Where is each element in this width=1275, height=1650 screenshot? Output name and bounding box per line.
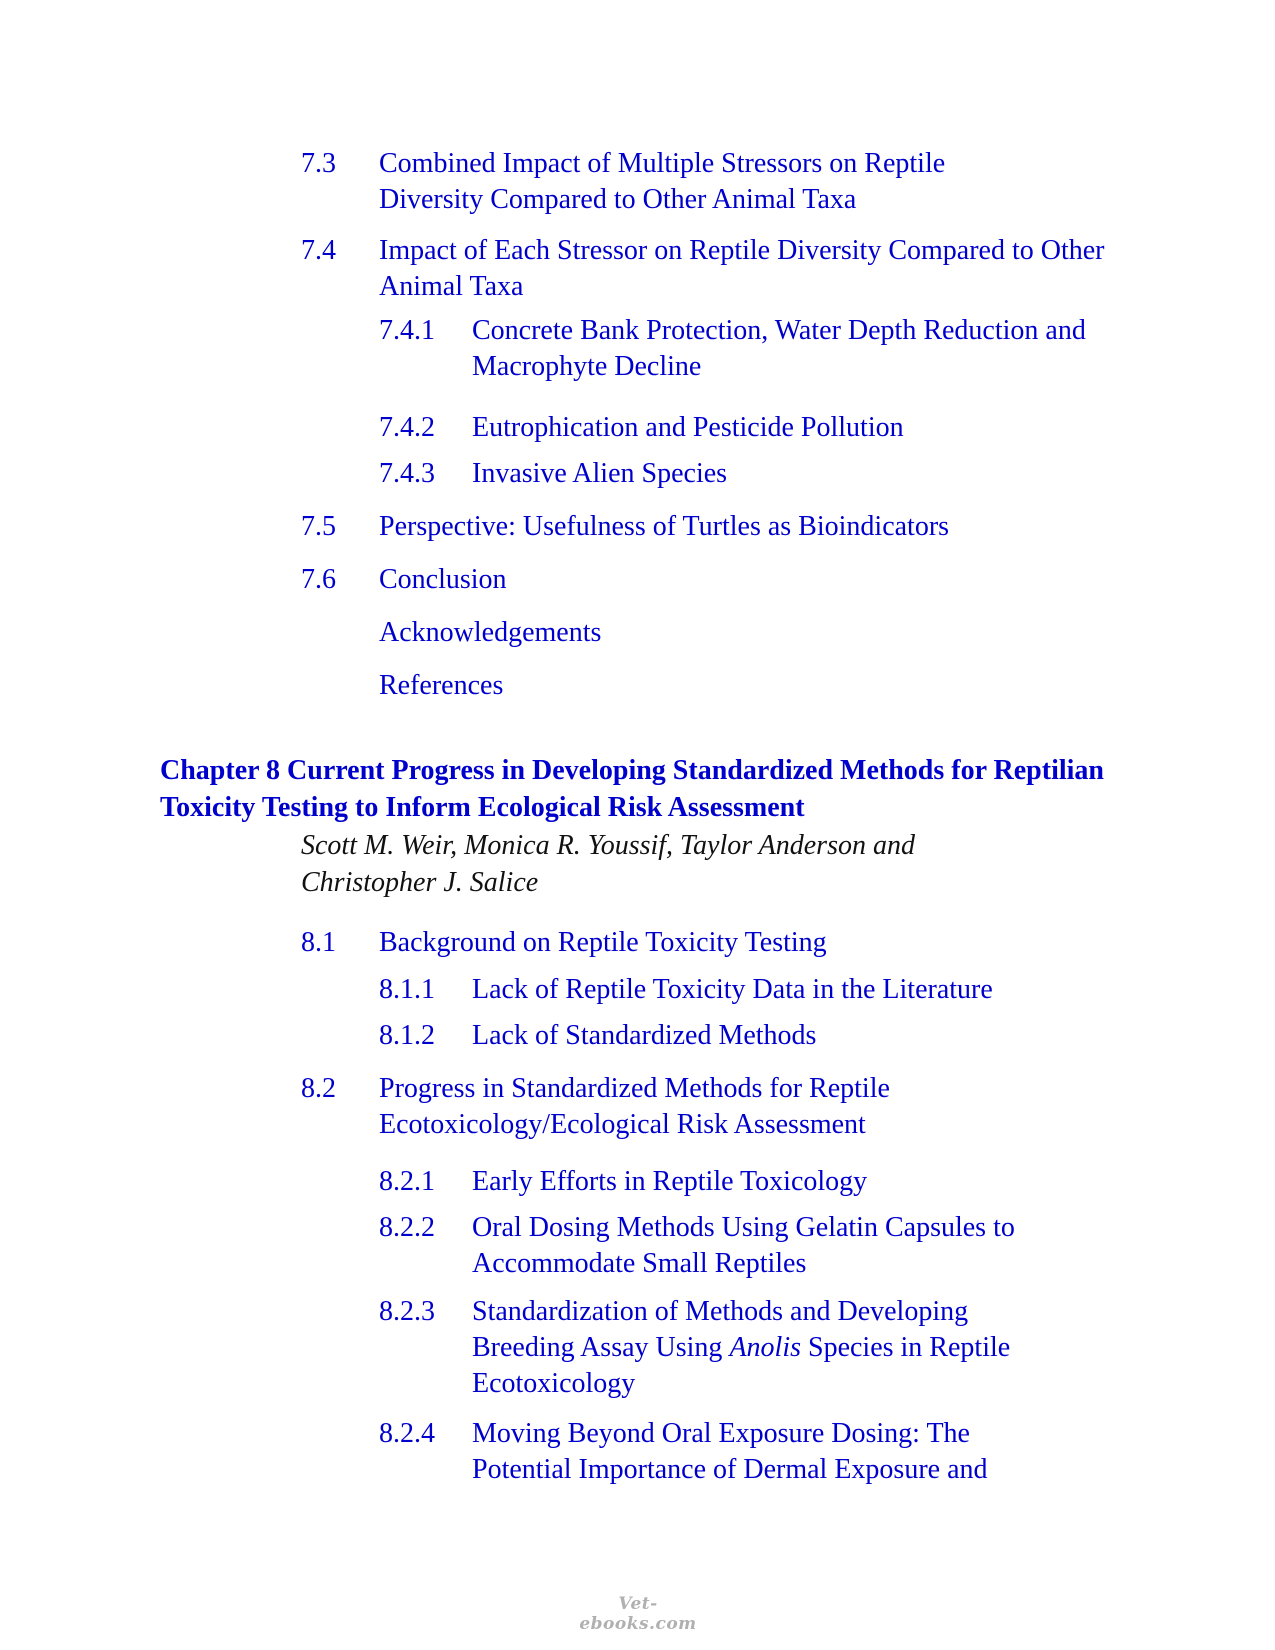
section-number: 7.6 bbox=[301, 564, 336, 595]
section-number: 8.2.2 bbox=[379, 1212, 435, 1243]
section-title: Conclusion bbox=[379, 564, 507, 595]
section-number: 7.4.2 bbox=[379, 412, 435, 443]
section-title: Progress in Standardized Methods for Reptile Ecotoxicology/Ecological Risk Assessment bbox=[379, 1073, 890, 1140]
section-title: References bbox=[379, 670, 504, 701]
section-title: Impact of Each Stressor on Reptile Diversity Compared to Other Animal Taxa bbox=[379, 235, 1105, 302]
section-number: 8.1 bbox=[301, 927, 336, 958]
section-number: 7.4.1 bbox=[379, 315, 435, 346]
section-title: Perspective: Usefulness of Turtles as Bioindicators bbox=[379, 511, 950, 542]
section-number: 8.1.1 bbox=[379, 974, 435, 1005]
title-text: Species in Reptile Ecotoxicology bbox=[472, 1332, 1011, 1399]
section-number: 8.1.2 bbox=[379, 1020, 435, 1051]
section-title: Lack of Standardized Methods bbox=[472, 1020, 817, 1051]
section-title: Background on Reptile Toxicity Testing bbox=[379, 927, 827, 958]
section-title: Acknowledgements bbox=[379, 617, 602, 648]
section-title: Combined Impact of Multiple Stressors on Reptile Diversity Compared to Other Animal Taxa bbox=[379, 148, 946, 215]
section-title: Early Efforts in Reptile Toxicology bbox=[472, 1166, 868, 1197]
title-italic-genus: Anolis bbox=[729, 1332, 801, 1363]
section-title bbox=[472, 1294, 1072, 1402]
section-number: 7.4 bbox=[301, 235, 336, 266]
watermark-logo: Vet-ebooks.com bbox=[579, 1594, 697, 1634]
section-number: 7.3 bbox=[301, 148, 336, 179]
title-text: Standardization of Methods and Developing Breeding Assay Using bbox=[472, 1296, 969, 1363]
section-number: 7.4.3 bbox=[379, 458, 435, 489]
section-number: 8.2.3 bbox=[379, 1296, 435, 1327]
section-title: Invasive Alien Species bbox=[472, 458, 728, 489]
section-number: 8.2.4 bbox=[379, 1418, 435, 1449]
chapter-authors: Scott M. Weir, Monica R. Youssif, Taylor Anderson and Christopher J. Salice bbox=[301, 830, 915, 898]
section-title: Eutrophication and Pesticide Pollution bbox=[472, 412, 904, 443]
section-number: 8.2 bbox=[301, 1073, 336, 1104]
chapter-title[interactable]: Chapter 8 Current Progress in Developing Standardized Methods for Reptilian Toxicity Testing to Inform Ecological Risk Assessment bbox=[160, 755, 1104, 823]
section-title: Lack of Reptile Toxicity Data in the Literature bbox=[472, 974, 993, 1005]
section-title: Moving Beyond Oral Exposure Dosing: The Potential Importance of Dermal Exposure and bbox=[472, 1418, 988, 1485]
section-title: Concrete Bank Protection, Water Depth Reduction and Macrophyte Decline bbox=[472, 315, 1086, 382]
section-number: 8.2.1 bbox=[379, 1166, 435, 1197]
section-number: 7.5 bbox=[301, 511, 336, 542]
section-title: Oral Dosing Methods Using Gelatin Capsules to Accommodate Small Reptiles bbox=[472, 1212, 1015, 1279]
